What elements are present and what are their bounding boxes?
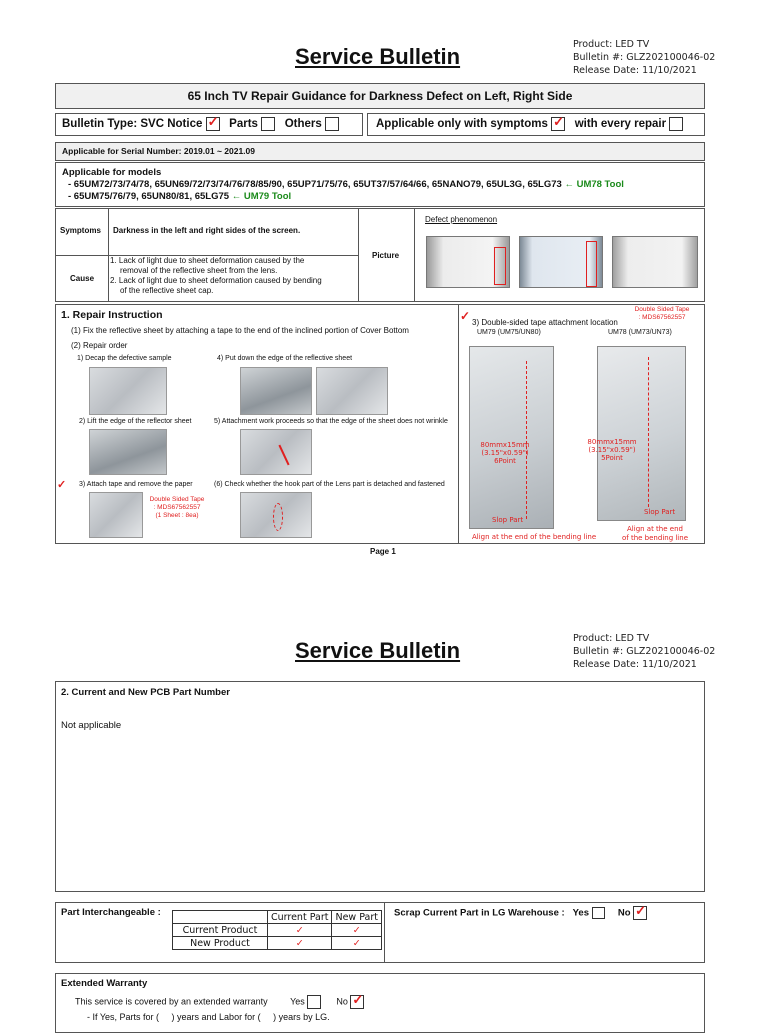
repair-s6: (6) Check whether the hook part of the Lens part is detached and fastened [214, 481, 445, 488]
meta-bulletin: Bulletin #: GLZ202100046-02 [573, 52, 716, 63]
models-line1-tool: ← UM78 Tool [564, 179, 624, 190]
scrap-yes-checkbox[interactable] [592, 907, 605, 919]
tape-note-3: (1 Sheet : 8ea) [155, 512, 199, 519]
models-line2: - 65UM75/76/79, 65UN80/81, 65LG75 [68, 191, 230, 202]
tape-note [145, 496, 209, 520]
slop-right: Slop Part [644, 508, 676, 516]
repair-s2: 2) Lift the edge of the reflector sheet [79, 418, 192, 425]
symptoms-label: Symptoms [60, 226, 101, 235]
photo-put-down-2 [316, 367, 388, 415]
um79-dims [476, 441, 534, 465]
interchange-label: Part Interchangeable : [61, 907, 161, 918]
tape-location: 3) Double-sided tape attachment location [472, 318, 618, 327]
symptoms-text: Darkness in the left and right sides of the screen. [113, 226, 301, 235]
page2-meta [573, 632, 715, 671]
repair-step1: (1) Fix the reflective sheet by attaching a tape to the end of the inclined portion of Cover Bottom [71, 326, 409, 335]
right-check-icon: ✓ [460, 309, 471, 323]
dim-right-1: 80mmx15mm [587, 438, 637, 446]
warranty-row [75, 992, 364, 1009]
picture-label: Picture [372, 251, 400, 260]
scrap-yes-label: Yes [572, 907, 589, 919]
row-cur-check: ✓ [268, 937, 332, 950]
repair-s1: 1) Decap the defective sample [77, 355, 172, 362]
svc-notice-checkbox[interactable] [206, 113, 220, 131]
warranty-no-checkbox[interactable] [350, 992, 364, 1009]
repair-s4: 4) Put down the edge of the reflective sheet [217, 355, 353, 362]
scrap-label: Scrap Current Part in LG Warehouse : [394, 907, 565, 919]
um78-photo [597, 346, 686, 521]
others-label: Others [284, 118, 322, 130]
scrap-no-checkbox[interactable] [633, 903, 647, 920]
others-checkbox[interactable] [325, 117, 339, 131]
models-line2-tool: ← UM79 Tool [231, 191, 292, 202]
interchange-table [172, 910, 382, 950]
scrap-row [394, 903, 647, 920]
cause-1: 1. Lack of light due to sheet deformation caused by the [110, 256, 305, 265]
every-repair-checkbox[interactable] [669, 117, 683, 131]
check-icon: ✓ [635, 903, 647, 918]
um78-dims [583, 438, 641, 462]
parts-checkbox[interactable] [261, 117, 275, 131]
repair-s3: 3) Attach tape and remove the paper [79, 481, 193, 488]
models-box [55, 162, 705, 207]
ih-blank [173, 911, 268, 924]
um79-photo [469, 346, 554, 529]
check-icon: ✓ [207, 113, 219, 129]
models-line1: - 65UM72/73/74/78, 65UN69/72/73/74/76/78/85/90, 65UP71/75/76, 65UT37/57/64/66, 65NANO79, 65UL3G, 65LG73 [68, 179, 562, 190]
row-label: New Product [173, 937, 268, 950]
page2-title: Service Bulletin [295, 638, 461, 663]
pcb-section [55, 681, 705, 892]
row-label: Current Product [173, 924, 268, 937]
tape-note-2: : MDS67562557 [153, 504, 201, 511]
warranty-heading: Extended Warranty [61, 978, 148, 989]
cause-1b: removal of the reflective sheet from the lens. [120, 266, 278, 275]
check-icon: ✓ [553, 113, 564, 129]
dim-left-1: 80mmx15mm [480, 441, 530, 449]
subject-text: 65 Inch TV Repair Guidance for Darkness Defect on Left, Right Side [187, 89, 573, 103]
meta2-bulletin: Bulletin #: GLZ202100046-02 [573, 646, 716, 657]
meta-product: Product: LED TV [573, 39, 650, 50]
photo-put-down-1 [240, 367, 312, 415]
align-right [622, 525, 688, 543]
photo-attachment-work [240, 429, 312, 475]
symptoms-checkbox[interactable] [551, 113, 565, 131]
serial-bar [55, 142, 705, 161]
warranty-yes-checkbox[interactable] [307, 995, 321, 1009]
align-right-1: Align at the end [627, 525, 683, 533]
repair-heading: 1. Repair Instruction [61, 309, 163, 321]
serial-text: Applicable for Serial Number: 2019.01 ~ 2021.09 [62, 146, 255, 156]
warranty-no-label: No [336, 996, 348, 1007]
defect-photo-1 [426, 236, 510, 288]
meta2-product: Product: LED TV [573, 633, 650, 644]
defect-photo-2 [519, 236, 603, 288]
symptoms-only-label: Applicable only with symptoms [376, 118, 548, 130]
defect-phenomenon-label: Defect phenomenon [425, 215, 498, 224]
repair-s5: 5) Attachment work proceeds so that the edge of the sheet does not wrinkle [214, 418, 448, 425]
tape-note-1: Double Sided Tape [149, 496, 205, 503]
check-icon: ✓ [352, 992, 364, 1007]
um78-label: UM78 (UM73/UN73) [608, 329, 672, 336]
every-repair-label: with every repair [574, 118, 667, 130]
ih-current: Current Part [268, 911, 332, 924]
repair-step2: (2) Repair order [71, 341, 128, 350]
right-tape-note [622, 306, 702, 322]
meta-release: Release Date: 11/10/2021 [573, 65, 697, 76]
cause-2: 2. Lack of light due to sheet deformation caused by bending [110, 276, 322, 285]
warranty-yes-label: Yes [290, 996, 305, 1007]
bulletin-type-label: Bulletin Type: SVC Notice [62, 118, 203, 130]
models-heading: Applicable for models [62, 167, 162, 178]
bulletin-type-box [55, 113, 363, 136]
right-tape-1: Double Sided Tape [634, 306, 690, 313]
photo-lift-edge [89, 429, 167, 475]
warranty-detail: - If Yes, Parts for ( ) years and Labor for ( ) years by LG. [87, 1012, 330, 1022]
page1-title: Service Bulletin [295, 44, 461, 69]
dim-left-3: 6Point [494, 457, 516, 465]
page1-meta [573, 38, 715, 77]
align-left: Align at the end of the bending line [472, 533, 597, 541]
cause-text [110, 256, 322, 296]
page-number: Page 1 [370, 547, 396, 556]
dim-right-3: 5Point [601, 454, 623, 462]
row-new-check: ✓ [332, 924, 382, 937]
table-row [173, 924, 382, 937]
warranty-line: This service is covered by an extended warranty [75, 996, 268, 1007]
pcb-text: Not applicable [61, 720, 122, 731]
subject-bar [55, 83, 705, 109]
table-row [173, 937, 382, 950]
meta2-release: Release Date: 11/10/2021 [573, 659, 697, 670]
row-new-check: ✓ [332, 937, 382, 950]
right-tape-2: : MDS67562557 [638, 314, 686, 321]
ih-new: New Part [332, 911, 382, 924]
dim-right-2: (3.15"x0.59") [588, 446, 636, 454]
photo-hook-check [240, 492, 312, 538]
photo-attach-tape [89, 492, 143, 538]
parts-label: Parts [229, 118, 258, 130]
scrap-no-label: No [617, 907, 631, 919]
defect-photo-3 [612, 236, 698, 288]
dim-left-2: (3.15"x0.59") [481, 449, 529, 457]
step3-check-icon: ✓ [57, 479, 67, 491]
applicable-box [367, 113, 705, 136]
photo-decap [89, 367, 167, 415]
row-cur-check: ✓ [268, 924, 332, 937]
align-right-2: of the bending line [622, 534, 688, 542]
um79-label: UM79 (UM75/UN80) [477, 329, 541, 336]
slop-left: Slop Part [492, 516, 524, 524]
pcb-heading: 2. Current and New PCB Part Number [61, 687, 230, 698]
cause-label: Cause [70, 274, 95, 283]
cause-2b: of the reflective sheet cap. [120, 286, 214, 295]
